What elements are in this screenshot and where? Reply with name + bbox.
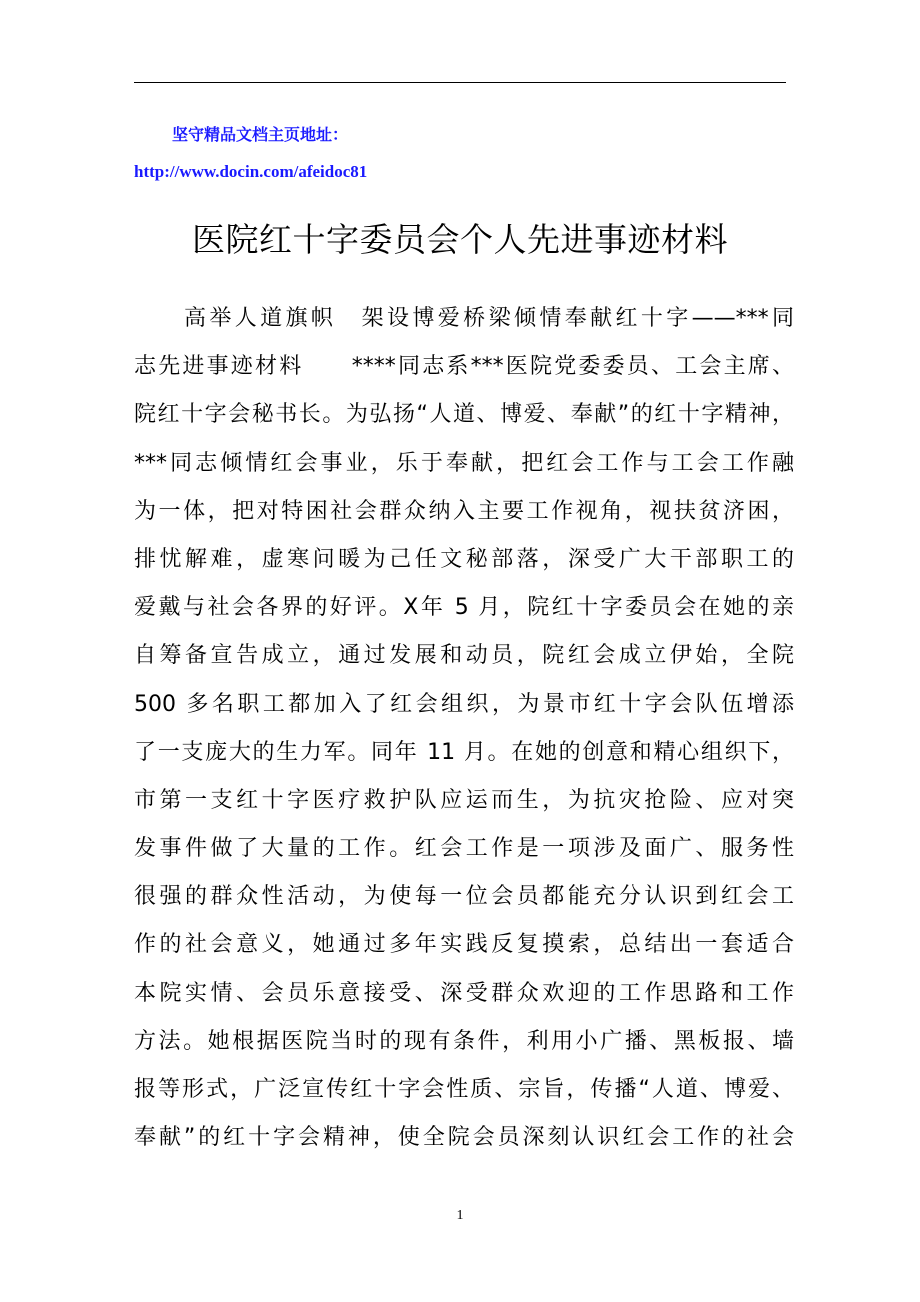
body-line: 方法。她根据医院当时的现有条件，利用小广播、黑板报、墙 xyxy=(134,1028,794,1054)
body-line: 志先进事迹材料 ****同志系***医院党委委员、工会主席、 xyxy=(134,354,794,380)
body-line: 很强的群众性活动，为使每一位会员都能充分认识到红会工 xyxy=(134,884,794,910)
body-line: 高举人道旗帜 架设博爱桥梁倾情奉献红十字——***同 xyxy=(184,306,794,331)
body-line: 作的社会意义，她通过多年实践反复摸索，总结出一套适合 xyxy=(134,932,794,958)
document-title: 医院红十字委员会个人先进事迹材料 xyxy=(192,220,728,259)
body-line: 市第一支红十字医疗救护队应运而生，为抗灾抢险、应对突 xyxy=(134,787,794,813)
body-line: 自筹备宣告成立，通过发展和动员，院红会成立伊始，全院 xyxy=(134,643,794,669)
body-line: 发事件做了大量的工作。红会工作是一项涉及面广、服务性 xyxy=(134,836,794,862)
body-line: 爱戴与社会各界的好评。X年 5 月，院红十字委员会在她的亲 xyxy=(134,595,794,621)
header-rule xyxy=(134,82,786,83)
body-line: 500 多名职工都加入了红会组织，为景市红十字会队伍增添 xyxy=(134,691,794,717)
homepage-label: 坚守精品文档主页地址： xyxy=(172,125,349,144)
body-line: 报等形式，广泛宣传红十字会性质、宗旨，传播“人道、博爱、 xyxy=(134,1077,794,1102)
body-line: 院红十字会秘书长。为弘扬“人道、博爱、奉献”的红十字精神， xyxy=(134,402,794,428)
homepage-link[interactable]: http://www.docin.com/afeidoc81 xyxy=(134,162,368,181)
body-line: 排忧解难，虚寒问暖为己任文秘部落，深受广大干部职工的 xyxy=(134,546,794,572)
document-body xyxy=(134,295,794,1162)
body-line: 为一体，把对特困社会群众纳入主要工作视角，视扶贫济困， xyxy=(134,498,794,524)
body-line: ***同志倾情红会事业，乐于奉献，把红会工作与工会工作融 xyxy=(134,450,794,476)
body-line: 本院实情、会员乐意接受、深受群众欢迎的工作思路和工作 xyxy=(134,980,794,1006)
body-line: 奉献”的红十字会精神，使全院会员深刻认识红会工作的社会 xyxy=(134,1125,794,1151)
body-line: 了一支庞大的生力军。同年 11 月。在她的创意和精心组织下， xyxy=(134,739,794,765)
page-number: 1 xyxy=(456,1208,464,1223)
